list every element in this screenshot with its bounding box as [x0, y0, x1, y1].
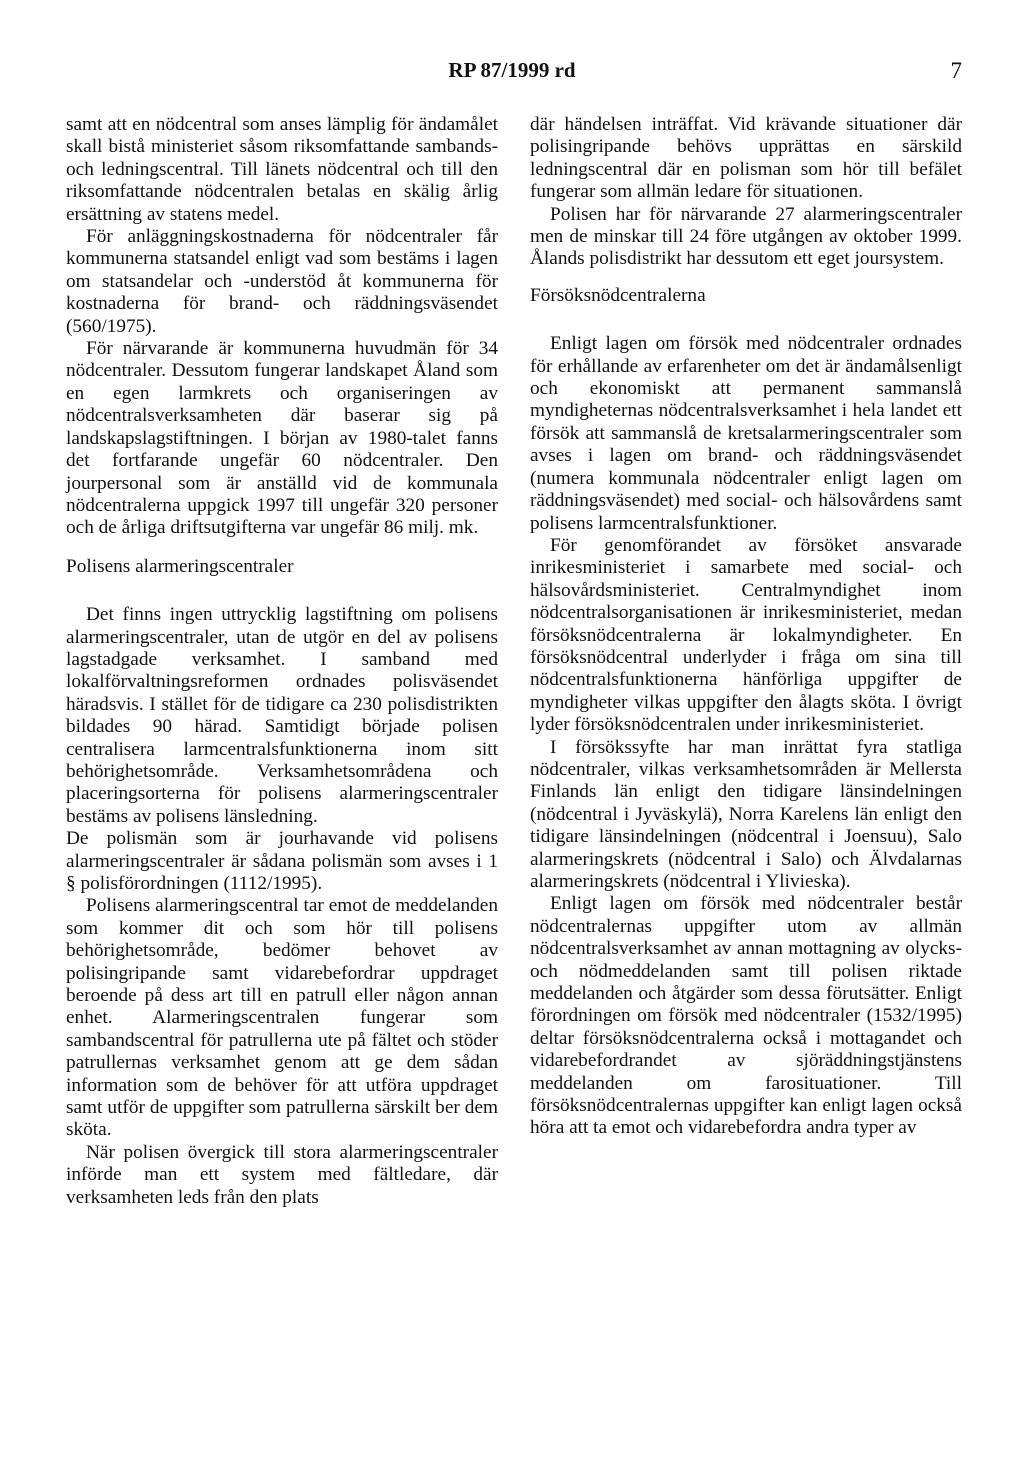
- paragraph: När polisen övergick till stora alarmeringscentraler införde man ett system med fältledare, där verksamheten leds från den plats: [66, 1141, 498, 1208]
- paragraph: Enligt lagen om försök med nödcentraler består nödcentralernas uppgifter utom av allmän nödcentralsverksamhet av annan mottagning av olycks- och nödmeddelanden samt till polisen riktade meddelanden och åtgärder som dessa förutsätter. Enligt förordningen om försök med nödcentraler (1532/1995) deltar försöksnödcentralerna också i mottagandet och vidarebefordrandet av sjöräddningstjänstens meddelanden om farosituationer. Till försöksnödcentralernas uppgifter kan enligt lagen också höra att ta emot och vidarebefordra andra typer av: [530, 893, 962, 1139]
- paragraph: samt att en nödcentral som anses lämplig för ändamålet skall bistå ministeriet såsom riksomfattande sambands- och ledningscentral. Till länets nödcentral och till den riksomfattande nödcentralen betalas en skälig årlig ersättning av statens medel.: [66, 114, 498, 225]
- section-heading: Försöksnödcentralerna: [530, 284, 706, 306]
- page-number: 7: [950, 58, 962, 83]
- right-column: [530, 114, 962, 1140]
- document-reference: RP 87/1999 rd: [448, 58, 576, 82]
- paragraph: För anläggningskostnaderna för nödcentraler får kommunerna statsandel enligt vad som bestäms i lagen om statsandelar och -understöd åt kommunerna för kostnaderna för brand- och räddningsväsendet (560/1975).: [66, 226, 498, 337]
- left-column: [66, 114, 498, 1209]
- paragraph: där händelsen inträffat. Vid krävande situationer där polisingripande behövs upprättas en särskild ledningscentral där en polisman som hör till befälet fungerar som allmän ledare för situationen.: [530, 114, 962, 203]
- paragraph: För närvarande är kommunerna huvudmän för 34 nödcentraler. Dessutom fungerar landskapet Åland som en egen larmkrets och organiseringen av nödcentralsverksamheten där baserar sig på landskapslagstiftningen. I början av 1980-talet fanns det fortfarande ungefär 60 nödcentraler. Den jourpersonal som är anställd vid de kommunala nödcentralerna uppgick 1997 till ungefär 320 personer och de årliga driftsutgifterna var ungefär 86 milj. mk.: [66, 338, 498, 539]
- paragraph: I försökssyfte har man inrättat fyra statliga nödcentraler, vilkas verksamhetsområden är Mellersta Finlands län enligt den tidigare länsindelningen (nödcentral i Jyväskylä), Norra Karelens län enligt den tidigare länsindelningen (nödcentral i Joensuu), Salo alarmeringskrets (nödcentral i Salo) och Älvdalarnas alarmeringskrets (nödcentral i Ylivieska).: [530, 736, 962, 892]
- paragraph: Polisen har för närvarande 27 alarmeringscentraler men de minskar till 24 före utgången av oktober 1999. Ålands polisdistrikt har dessutom ett eget joursystem.: [530, 203, 962, 270]
- paragraph: För genomförandet av försöket ansvarade inrikesministeriet i samarbete med social- och hälsovårdsministeriet. Centralmyndighet inom nödcentralsorganisationen är inrikesministeriet, medan försöksnödcentralerna är lokalmyndigheter. En försöksnödcentral underlyder i fråga om sina till nödcentralsfunktionerna hänförliga uppgifter de myndigheter vilkas uppgifter den ålagts sköta. I övrigt lyder försöksnödcentralen under inrikesministeriet.: [530, 534, 962, 736]
- running-header: [0, 58, 1024, 88]
- paragraph: Det finns ingen uttrycklig lagstiftning om polisens alarmeringscentraler, utan de utgör en del av polisens lagstadgade verksamhet. I samband med lokalförvaltningsreformen ordnades polisväsendet häradsvis. I stället för de tidigare ca 230 polisdistrikten bildades 90 härad. Samtidigt började polisen centralisera larmcentralsfunktionerna inom sitt behörighetsområde. Verksamhetsområdena och placeringsorterna för polisens alarmeringscentraler bestäms av polisens länsledning.: [66, 604, 498, 827]
- paragraph: Enligt lagen om försök med nödcentraler ordnades för erhållande av erfarenheter om det är ändamålsenligt och ekonomiskt att permanent sammanslå myndigheternas nödcentralsverksamhet i hela landet ett försök att sammanslå de kretsalarmeringscentraler som avses i lagen om brand- och räddningsväsendet (numera kommunala nödcentraler enligt lagen om räddningsväsendet) med social- och hälsovårdens samt polisens larmcentralsfunktioner.: [530, 333, 962, 534]
- paragraph: Polisens alarmeringscentral tar emot de meddelanden som kommer dit och som hör till polisens behörighetsområde, bedömer behovet av polisingripande samt vidarebefordrar uppdraget beroende på dess art till en patrull eller någon annan enhet. Alarmeringscentralen fungerar som sambandscentral för patrullerna ute på fältet och stöder patrullernas verksamhet genom att ge dem sådan information som de behöver för att utföra uppdraget samt utför de uppgifter som patrullerna särskilt ber dem sköta.: [66, 895, 498, 1141]
- paragraph: De polismän som är jourhavande vid polisens alarmeringscentraler är sådana polismän som avses i 1 § polisförordningen (1112/1995).: [66, 828, 498, 894]
- section-heading: Polisens alarmeringscentraler: [66, 555, 294, 577]
